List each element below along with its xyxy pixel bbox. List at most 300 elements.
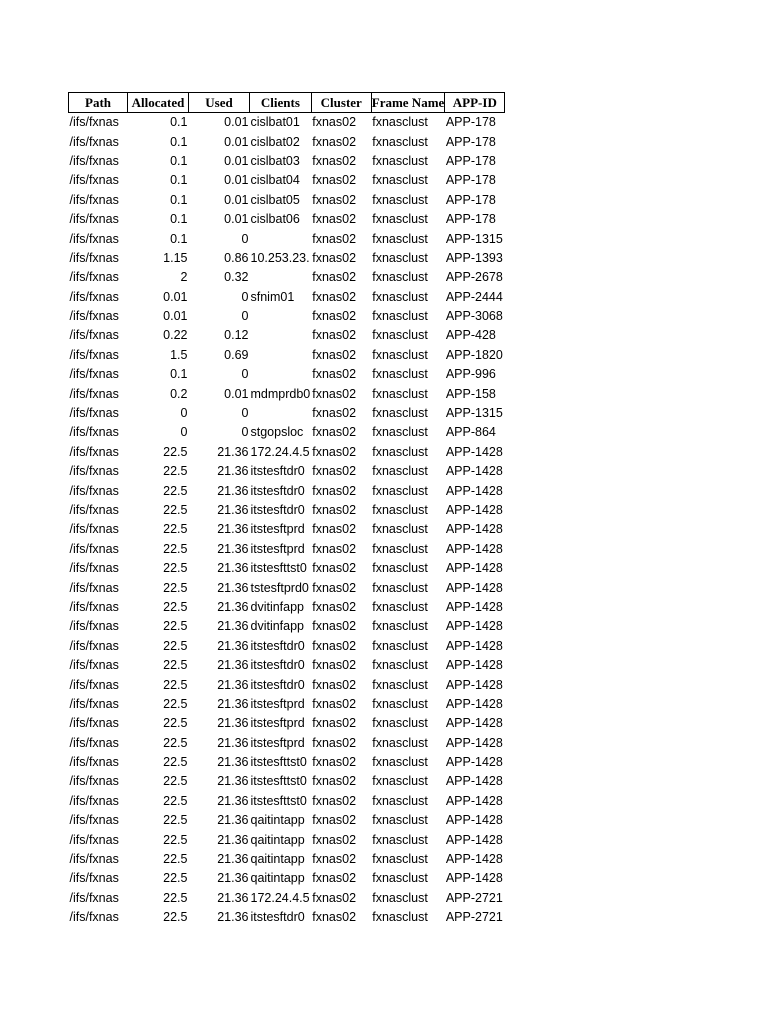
cluster-cell: fxnas02	[312, 522, 357, 537]
frame-name-cell: fxnasclust	[372, 444, 428, 459]
app-id-cell: APP-1428	[445, 832, 503, 847]
clients-cell: qaitintapp	[250, 832, 305, 847]
app-id-cell: APP-1428	[445, 483, 503, 498]
allocated-cell: 22.5	[163, 696, 188, 711]
path-cell: /ifs/fxnas	[69, 328, 119, 343]
app-id-cell: APP-1428	[445, 677, 503, 692]
frame-name-cell: fxnasclust	[372, 425, 428, 440]
used-cell: 0	[241, 309, 249, 324]
clients-cell: itstesftdr0	[250, 483, 305, 498]
path-cell: /ifs/fxnas	[69, 561, 119, 576]
clients-cell: itstesftprd	[250, 716, 305, 731]
clients-cell: dvitinfapp	[250, 599, 305, 614]
cluster-cell: fxnas02	[312, 425, 357, 440]
clients-cell: itstesfttst0	[250, 561, 307, 576]
clients-cell: tstesftprd0	[250, 580, 309, 595]
cluster-cell: fxnas02	[312, 289, 357, 304]
allocated-cell: 0.2	[170, 386, 188, 401]
table-row	[69, 830, 505, 849]
clients-cell: qaitintapp	[250, 813, 305, 828]
frame-name-cell: fxnasclust	[372, 910, 428, 925]
allocated-cell: 0.1	[170, 231, 188, 246]
path-cell: /ifs/fxnas	[69, 250, 119, 265]
allocated-cell: 0.1	[170, 134, 188, 149]
path-cell: /ifs/fxnas	[69, 134, 119, 149]
used-cell: 21.36	[217, 696, 249, 711]
allocated-cell: 22.5	[163, 910, 188, 925]
clients-cell	[250, 307, 312, 326]
used-cell: 0.32	[224, 270, 249, 285]
frame-name-cell: fxnasclust	[372, 793, 428, 808]
clients-cell: itstesftprd	[250, 541, 305, 556]
used-cell: 21.36	[217, 774, 249, 789]
clients-cell	[250, 404, 312, 423]
app-id-cell: APP-1428	[445, 638, 503, 653]
clients-cell: sfnim01	[250, 289, 295, 304]
frame-name-cell: fxnasclust	[372, 852, 428, 867]
path-cell: /ifs/fxnas	[69, 599, 119, 614]
used-cell: 21.36	[217, 522, 249, 537]
frame-name-cell: fxnasclust	[372, 212, 428, 227]
cluster-cell: fxnas02	[312, 619, 357, 634]
allocated-cell: 22.5	[163, 599, 188, 614]
cluster-cell: fxnas02	[312, 793, 357, 808]
used-cell: 0.01	[224, 134, 249, 149]
frame-name-cell: fxnasclust	[372, 367, 428, 382]
table-header	[69, 93, 505, 113]
used-cell: 21.36	[217, 638, 249, 653]
used-cell: 21.36	[217, 599, 249, 614]
cluster-cell: fxnas02	[312, 910, 357, 925]
cluster-cell: fxnas02	[312, 638, 357, 653]
app-id-cell: APP-178	[445, 192, 496, 207]
table-row	[69, 753, 505, 772]
frame-name-cell: fxnasclust	[372, 580, 428, 595]
frame-name-cell: fxnasclust	[372, 134, 428, 149]
allocated-cell: 22.5	[163, 813, 188, 828]
allocated-cell: 22.5	[163, 503, 188, 517]
table-row	[69, 404, 505, 423]
used-cell: 21.36	[217, 910, 249, 925]
allocated-cell: 22.5	[163, 638, 188, 653]
cluster-cell: fxnas02	[312, 677, 357, 692]
path-cell: /ifs/fxnas	[69, 173, 119, 188]
cluster-cell: fxnas02	[312, 367, 357, 382]
used-cell: 21.36	[217, 735, 249, 750]
app-id-cell: APP-2444	[445, 289, 503, 304]
used-cell: 21.36	[217, 658, 249, 673]
used-cell: 21.36	[217, 561, 249, 576]
allocated-cell: 22.5	[163, 522, 188, 537]
table-row	[69, 695, 505, 714]
used-cell: 21.36	[217, 541, 249, 556]
used-cell: 0	[241, 367, 249, 382]
frame-name-cell: fxnasclust	[372, 386, 428, 401]
used-cell: 0	[241, 425, 249, 440]
allocated-cell: 22.5	[163, 541, 188, 556]
app-id-cell: APP-1428	[445, 813, 503, 828]
allocated-cell: 22.5	[163, 755, 188, 770]
path-cell: /ifs/fxnas	[69, 367, 119, 382]
app-id-cell: APP-178	[445, 212, 496, 227]
path-cell: /ifs/fxnas	[69, 444, 119, 459]
used-cell: 0.01	[224, 115, 249, 130]
path-cell: /ifs/fxnas	[69, 522, 119, 537]
table-row	[69, 443, 505, 462]
frame-name-cell: fxnasclust	[372, 347, 428, 362]
used-cell: 21.36	[217, 619, 249, 634]
clients-cell: itstesftdr0	[250, 503, 305, 517]
cluster-cell: fxnas02	[312, 153, 357, 168]
table-row	[69, 268, 505, 287]
clients-cell: cislbat02	[250, 134, 300, 149]
frame-name-cell: fxnasclust	[372, 619, 428, 634]
app-id-cell: APP-1428	[445, 793, 503, 808]
clients-cell: itstesftdr0	[250, 464, 305, 479]
clients-cell: 172.24.4.5	[250, 444, 310, 459]
path-cell: /ifs/fxnas	[69, 347, 119, 362]
table-row	[69, 598, 505, 617]
allocated-cell: 22.5	[163, 580, 188, 595]
table-row	[69, 656, 505, 675]
allocated-cell: 0	[180, 425, 188, 440]
clients-cell	[250, 346, 312, 365]
app-id-cell: APP-1315	[445, 406, 503, 421]
app-id-cell: APP-1428	[445, 444, 503, 459]
table-row	[69, 132, 505, 151]
app-id-cell: APP-1428	[445, 541, 503, 556]
cluster-cell: fxnas02	[312, 464, 357, 479]
path-cell: /ifs/fxnas	[69, 406, 119, 421]
table-row	[69, 462, 505, 481]
allocated-cell: 22.5	[163, 793, 188, 808]
header-app-id: APP-ID	[445, 93, 505, 113]
path-cell: /ifs/fxnas	[69, 677, 119, 692]
table-row	[69, 288, 505, 307]
frame-name-cell: fxnasclust	[372, 309, 428, 324]
used-cell: 21.36	[217, 483, 249, 498]
used-cell: 21.36	[217, 444, 249, 459]
table-row	[69, 249, 505, 268]
table-row	[69, 520, 505, 539]
table-row	[69, 578, 505, 597]
frame-name-cell: fxnasclust	[372, 250, 428, 265]
path-cell: /ifs/fxnas	[69, 115, 119, 130]
app-id-cell: APP-1428	[445, 716, 503, 731]
app-id-cell: APP-864	[445, 425, 496, 440]
used-cell: 21.36	[217, 580, 249, 595]
clients-cell: cislbat01	[250, 115, 300, 130]
clients-cell: itstesftprd	[250, 522, 305, 537]
cluster-cell: fxnas02	[312, 212, 357, 227]
clients-cell: qaitintapp	[250, 852, 305, 867]
cluster-cell: fxnas02	[312, 503, 357, 517]
app-id-cell: APP-1428	[445, 522, 503, 537]
clients-cell: itstesfttst0	[250, 774, 307, 789]
app-id-cell: APP-2721	[445, 910, 503, 925]
path-cell: /ifs/fxnas	[69, 464, 119, 479]
clients-cell: 172.24.4.5	[250, 890, 310, 905]
path-cell: /ifs/fxnas	[69, 658, 119, 673]
frame-name-cell: fxnasclust	[372, 658, 428, 673]
allocated-cell: 0.1	[170, 367, 188, 382]
table-row	[69, 346, 505, 365]
path-cell: /ifs/fxnas	[69, 774, 119, 789]
app-id-cell: APP-2721	[445, 890, 503, 905]
allocated-cell: 0.01	[163, 309, 188, 324]
allocated-cell: 22.5	[163, 852, 188, 867]
header-row	[69, 93, 505, 113]
data-table	[68, 92, 505, 927]
used-cell: 21.36	[217, 832, 249, 847]
used-cell: 21.36	[217, 871, 249, 886]
app-id-cell: APP-1428	[445, 658, 503, 673]
header-clients: Clients	[250, 93, 312, 113]
allocated-cell: 22.5	[163, 483, 188, 498]
used-cell: 0.69	[224, 347, 249, 362]
allocated-cell: 22.5	[163, 677, 188, 692]
table-row	[69, 734, 505, 753]
app-id-cell: APP-1428	[445, 599, 503, 614]
frame-name-cell: fxnasclust	[372, 561, 428, 576]
app-id-cell: APP-178	[445, 153, 496, 168]
path-cell: /ifs/fxnas	[69, 483, 119, 498]
path-cell: /ifs/fxnas	[69, 425, 119, 440]
table-row	[69, 191, 505, 210]
clients-cell: mdmprdb0	[250, 386, 311, 401]
table-row	[69, 889, 505, 908]
table-row	[69, 501, 505, 520]
table-row	[69, 229, 505, 248]
clients-cell	[250, 229, 312, 248]
cluster-cell: fxnas02	[312, 444, 357, 459]
used-cell: 21.36	[217, 852, 249, 867]
clients-cell: cislbat03	[250, 153, 300, 168]
frame-name-cell: fxnasclust	[372, 173, 428, 188]
path-cell: /ifs/fxnas	[69, 890, 119, 905]
app-id-cell: APP-1428	[445, 774, 503, 789]
table-row	[69, 481, 505, 500]
path-cell: /ifs/fxnas	[69, 580, 119, 595]
cluster-cell: fxnas02	[312, 774, 357, 789]
cluster-cell: fxnas02	[312, 231, 357, 246]
frame-name-cell: fxnasclust	[372, 735, 428, 750]
allocated-cell: 0.1	[170, 192, 188, 207]
allocated-cell: 0.1	[170, 173, 188, 188]
cluster-cell: fxnas02	[312, 192, 357, 207]
table-row	[69, 113, 505, 133]
table-row	[69, 908, 505, 927]
cluster-cell: fxnas02	[312, 309, 357, 324]
path-cell: /ifs/fxnas	[69, 716, 119, 731]
used-cell: 0.01	[224, 192, 249, 207]
cluster-cell: fxnas02	[312, 115, 357, 130]
table-row	[69, 326, 505, 345]
cluster-cell: fxnas02	[312, 696, 357, 711]
app-id-cell: APP-996	[445, 367, 496, 382]
path-cell: /ifs/fxnas	[69, 503, 119, 517]
table-row	[69, 811, 505, 830]
path-cell: /ifs/fxnas	[69, 696, 119, 711]
clients-cell: itstesftprd	[250, 696, 305, 711]
header-allocated: Allocated	[128, 93, 189, 113]
table-row	[69, 171, 505, 190]
cluster-cell: fxnas02	[312, 541, 357, 556]
frame-name-cell: fxnasclust	[372, 231, 428, 246]
frame-name-cell: fxnasclust	[372, 774, 428, 789]
app-id-cell: APP-178	[445, 134, 496, 149]
cluster-cell: fxnas02	[312, 483, 357, 498]
header-cluster: Cluster	[311, 93, 371, 113]
clients-cell	[250, 268, 312, 287]
allocated-cell: 22.5	[163, 619, 188, 634]
cluster-cell: fxnas02	[312, 871, 357, 886]
app-id-cell: APP-1428	[445, 580, 503, 595]
allocated-cell: 0.01	[163, 289, 188, 304]
app-id-cell: APP-1315	[445, 231, 503, 246]
used-cell: 21.36	[217, 464, 249, 479]
allocated-cell: 22.5	[163, 444, 188, 459]
cluster-cell: fxnas02	[312, 852, 357, 867]
table-row	[69, 675, 505, 694]
allocated-cell: 0.22	[163, 328, 188, 343]
allocated-cell: 22.5	[163, 716, 188, 731]
clients-cell: itstesftdr0	[250, 677, 305, 692]
frame-name-cell: fxnasclust	[372, 696, 428, 711]
allocated-cell: 22.5	[163, 832, 188, 847]
used-cell: 0.01	[224, 386, 249, 401]
app-id-cell: APP-1428	[445, 503, 503, 517]
app-id-cell: APP-1428	[445, 852, 503, 867]
frame-name-cell: fxnasclust	[372, 541, 428, 556]
clients-cell: cislbat05	[250, 192, 300, 207]
app-id-cell: APP-158	[445, 386, 496, 401]
path-cell: /ifs/fxnas	[69, 386, 119, 401]
table-row	[69, 772, 505, 791]
clients-cell: 10.253.23.	[250, 250, 310, 265]
frame-name-cell: fxnasclust	[372, 464, 428, 479]
clients-cell: itstesfttst0	[250, 793, 307, 808]
table-row	[69, 384, 505, 403]
app-id-cell: APP-2678	[445, 270, 503, 285]
cluster-cell: fxnas02	[312, 561, 357, 576]
allocated-cell: 22.5	[163, 735, 188, 750]
table-row	[69, 617, 505, 636]
app-id-cell: APP-1428	[445, 871, 503, 886]
cluster-cell: fxnas02	[312, 813, 357, 828]
app-id-cell: APP-1428	[445, 619, 503, 634]
used-cell: 21.36	[217, 755, 249, 770]
cluster-cell: fxnas02	[312, 735, 357, 750]
app-id-cell: APP-1428	[445, 735, 503, 750]
frame-name-cell: fxnasclust	[372, 522, 428, 537]
app-id-cell: APP-1393	[445, 250, 503, 265]
table-row	[69, 559, 505, 578]
path-cell: /ifs/fxnas	[69, 735, 119, 750]
frame-name-cell: fxnasclust	[372, 677, 428, 692]
app-id-cell: APP-1428	[445, 696, 503, 711]
app-id-cell: APP-1428	[445, 755, 503, 770]
clients-cell	[250, 365, 312, 384]
table-row	[69, 365, 505, 384]
frame-name-cell: fxnasclust	[372, 289, 428, 304]
frame-name-cell: fxnasclust	[372, 115, 428, 130]
app-id-cell: APP-1820	[445, 347, 503, 362]
path-cell: /ifs/fxnas	[69, 832, 119, 847]
path-cell: /ifs/fxnas	[69, 270, 119, 285]
path-cell: /ifs/fxnas	[69, 638, 119, 653]
app-id-cell: APP-1428	[445, 561, 503, 576]
used-cell: 0.01	[224, 153, 249, 168]
cluster-cell: fxnas02	[312, 347, 357, 362]
path-cell: /ifs/fxnas	[69, 910, 119, 925]
table-body	[69, 113, 505, 928]
path-cell: /ifs/fxnas	[69, 153, 119, 168]
path-cell: /ifs/fxnas	[69, 192, 119, 207]
frame-name-cell: fxnasclust	[372, 192, 428, 207]
clients-cell: itstesftprd	[250, 735, 305, 750]
allocated-cell: 0	[180, 406, 188, 421]
frame-name-cell: fxnasclust	[372, 638, 428, 653]
clients-cell: qaitintapp	[250, 871, 305, 886]
clients-cell: dvitinfapp	[250, 619, 305, 634]
allocated-cell: 22.5	[163, 658, 188, 673]
frame-name-cell: fxnasclust	[372, 483, 428, 498]
clients-cell	[250, 326, 312, 345]
used-cell: 0.01	[224, 212, 249, 227]
used-cell: 21.36	[217, 716, 249, 731]
path-cell: /ifs/fxnas	[69, 852, 119, 867]
table-row	[69, 869, 505, 888]
header-path: Path	[69, 93, 128, 113]
frame-name-cell: fxnasclust	[372, 270, 428, 285]
allocated-cell: 1.5	[170, 347, 188, 362]
used-cell: 21.36	[217, 813, 249, 828]
used-cell: 0	[241, 289, 249, 304]
allocated-cell: 1.15	[163, 250, 188, 265]
path-cell: /ifs/fxnas	[69, 309, 119, 324]
allocated-cell: 22.5	[163, 890, 188, 905]
used-cell: 21.36	[217, 890, 249, 905]
table-row	[69, 423, 505, 442]
path-cell: /ifs/fxnas	[69, 619, 119, 634]
cluster-cell: fxnas02	[312, 250, 357, 265]
frame-name-cell: fxnasclust	[372, 406, 428, 421]
clients-cell: cislbat04	[250, 173, 300, 188]
used-cell: 21.36	[217, 793, 249, 808]
table-row	[69, 540, 505, 559]
table-row	[69, 637, 505, 656]
table-row	[69, 210, 505, 229]
used-cell: 0.86	[224, 250, 249, 265]
clients-cell: itstesftdr0	[250, 658, 305, 673]
allocated-cell: 0.1	[170, 115, 188, 130]
path-cell: /ifs/fxnas	[69, 813, 119, 828]
table-row	[69, 792, 505, 811]
table-row	[69, 152, 505, 171]
frame-name-cell: fxnasclust	[372, 813, 428, 828]
app-id-cell: APP-3068	[445, 309, 503, 324]
path-cell: /ifs/fxnas	[69, 289, 119, 304]
clients-cell: cislbat06	[250, 212, 300, 227]
table-row	[69, 307, 505, 326]
used-cell: 0.01	[224, 173, 249, 188]
cluster-cell: fxnas02	[312, 386, 357, 401]
frame-name-cell: fxnasclust	[372, 832, 428, 847]
allocated-cell: 0.1	[170, 212, 188, 227]
frame-name-cell: fxnasclust	[372, 755, 428, 770]
allocated-cell: 2	[180, 270, 188, 285]
